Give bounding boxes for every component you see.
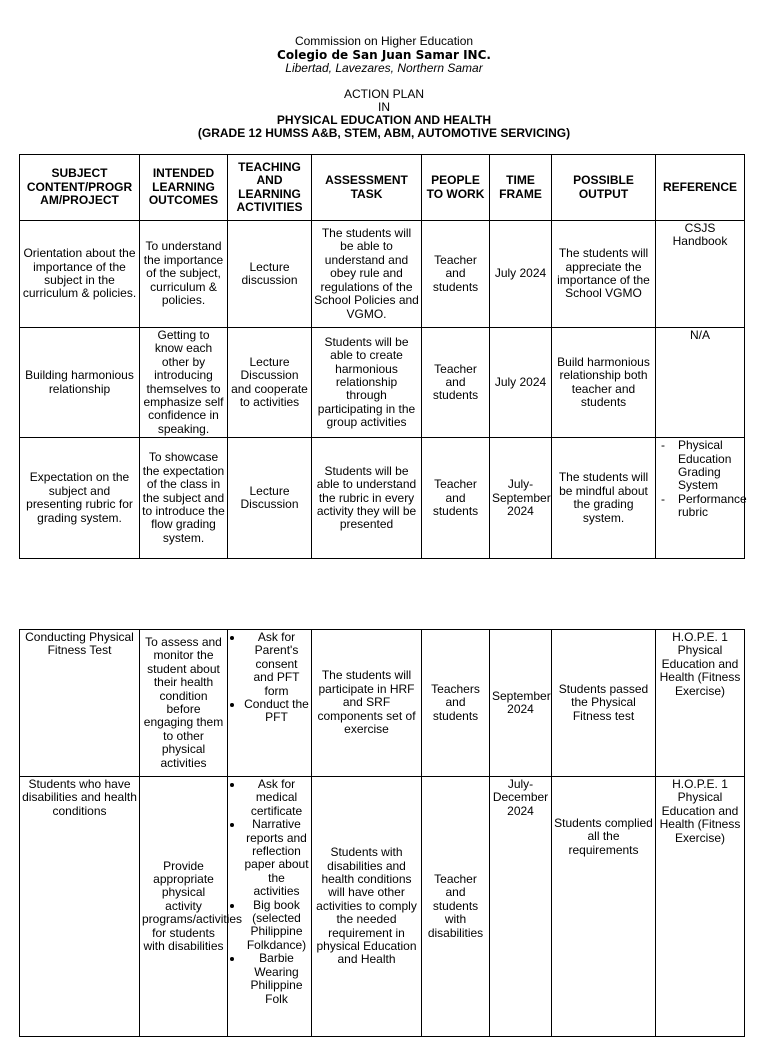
outcome-cell: Getting to know each other by introducing themselves to emphasize self confidence in speaking. xyxy=(140,328,228,438)
commission-line: Commission on Higher Education xyxy=(294,34,474,48)
subject-cell: Conducting Physical Fitness Test xyxy=(20,630,140,777)
assessment-cell: Students with disabilities and health conditions will have other activities to comply the needed requirement in physical Education and Health xyxy=(312,777,422,1037)
activities-cell: Lecture Discussion xyxy=(228,438,312,559)
output-cell: The students will appreciate the importance of the School VGMO xyxy=(552,221,656,328)
reference-item: - Performance rubric xyxy=(658,493,742,520)
activity-item: • Ask for medical certificate xyxy=(244,778,309,818)
activity-item: • Narrative reports and reflection paper about the activities xyxy=(244,818,309,898)
activity-item: • Big book (selected Philippine Folkdance) xyxy=(244,899,309,953)
reference-cell: N/A xyxy=(656,328,745,438)
activity-item: • Barbie Wearing Philippine Folk xyxy=(244,952,309,1006)
assessment-cell: Students will be able to create harmonious relationship through participating in the group activities xyxy=(312,328,422,438)
people-cell: Teacher and students xyxy=(422,438,490,559)
reference-list xyxy=(658,438,747,520)
table-row xyxy=(20,630,745,777)
subject-cell: Students who have disabilities and health conditions xyxy=(20,777,140,1037)
outcome-cell: To showcase the expectation of the class in the subject and to introduce the flow grading system. xyxy=(140,438,228,559)
column-header: SUBJECT CONTENT/PROGR AM/PROJECT xyxy=(20,155,140,221)
activity-item: • Ask for Parent's consent and PFT form xyxy=(244,631,309,698)
in-text: IN xyxy=(378,100,390,114)
assessment-cell: Students will be able to understand the rubric in every activity they will be presented xyxy=(312,438,422,559)
time-cell: July 2024 xyxy=(490,221,552,328)
people-cell: Teachers and students xyxy=(422,630,490,777)
column-header: INTENDED LEARNING OUTCOMES xyxy=(140,155,228,221)
output-cell: Students passed the Physical Fitness test xyxy=(552,630,656,777)
action-plan-table-continued xyxy=(19,629,745,1037)
activities-cell xyxy=(228,630,312,777)
activities-cell: Lecture discussion xyxy=(228,221,312,328)
outcome-cell: Provide appropriate physical activity programs/activities for students with disabilities xyxy=(140,777,228,1037)
subject-cell: Expectation on the subject and presenting rubric for grading system. xyxy=(20,438,140,559)
outcome-cell: To assess and monitor the student about their health condition before engaging them to other physical activities xyxy=(140,630,228,777)
time-cell: July-December 2024 xyxy=(490,777,552,1037)
table-header-row xyxy=(20,155,745,221)
document-header xyxy=(0,35,768,140)
grade-levels: (GRADE 12 HUMSS A&B, STEM, ABM, AUTOMOTIVE SERVICING) xyxy=(197,126,571,140)
time-cell: September 2024 xyxy=(490,630,552,777)
column-header: POSSIBLE OUTPUT xyxy=(552,155,656,221)
reference-cell: H.O.P.E. 1 Physical Education and Health (Fitness Exercise) xyxy=(656,777,745,1037)
plan-title: ACTION PLAN xyxy=(343,87,424,101)
output-cell: Students complied all the requirements xyxy=(552,777,656,1037)
action-plan-table xyxy=(19,154,745,559)
time-cell: July-September 2024 xyxy=(490,438,552,559)
people-cell: Teacher and students xyxy=(422,328,490,438)
column-header: ASSESSMENT TASK xyxy=(312,155,422,221)
column-header: PEOPLE TO WORK xyxy=(422,155,490,221)
assessment-cell: The students will be able to understand and obey rule and regulations of the School Policies and VGMO. xyxy=(312,221,422,328)
time-cell: July 2024 xyxy=(490,328,552,438)
outcome-cell: To understand the importance of the subject, curriculum & policies. xyxy=(140,221,228,328)
subject-title: PHYSICAL EDUCATION AND HEALTH xyxy=(276,113,492,127)
activities-cell: Lecture Discussion and cooperate to activities xyxy=(228,328,312,438)
output-cell: The students will be mindful about the grading system. xyxy=(552,438,656,559)
column-header: REFERENCE xyxy=(656,155,745,221)
reference-cell xyxy=(656,438,745,559)
people-cell: Teacher and students xyxy=(422,221,490,328)
people-cell: Teacher and students with disabilities xyxy=(422,777,490,1037)
column-header: TEACHING AND LEARNING ACTIVITIES xyxy=(228,155,312,221)
subject-cell: Building harmonious relationship xyxy=(20,328,140,438)
table-row xyxy=(20,221,745,328)
reference-item: - Physical Education Grading System xyxy=(658,439,742,493)
activities-cell xyxy=(228,777,312,1037)
output-cell: Build harmonious relationship both teacher and students xyxy=(552,328,656,438)
school-address: Libertad, Lavezares, Northern Samar xyxy=(285,61,483,75)
subject-cell: Orientation about the importance of the subject in the curriculum & policies. xyxy=(20,221,140,328)
reference-cell: H.O.P.E. 1 Physical Education and Health (Fitness Exercise) xyxy=(656,630,745,777)
activity-item: • Conduct the PFT xyxy=(244,698,309,725)
activities-list xyxy=(230,631,309,725)
table-row xyxy=(20,777,745,1037)
reference-cell: CSJS Handbook xyxy=(656,221,745,328)
activities-list xyxy=(230,778,309,1006)
column-header: TIME FRAME xyxy=(490,155,552,221)
school-name: Colegio de San Juan Samar INC. xyxy=(277,48,491,62)
table-row xyxy=(20,438,745,559)
table-row xyxy=(20,328,745,438)
assessment-cell: The students will participate in HRF and SRF components set of exercise xyxy=(312,630,422,777)
